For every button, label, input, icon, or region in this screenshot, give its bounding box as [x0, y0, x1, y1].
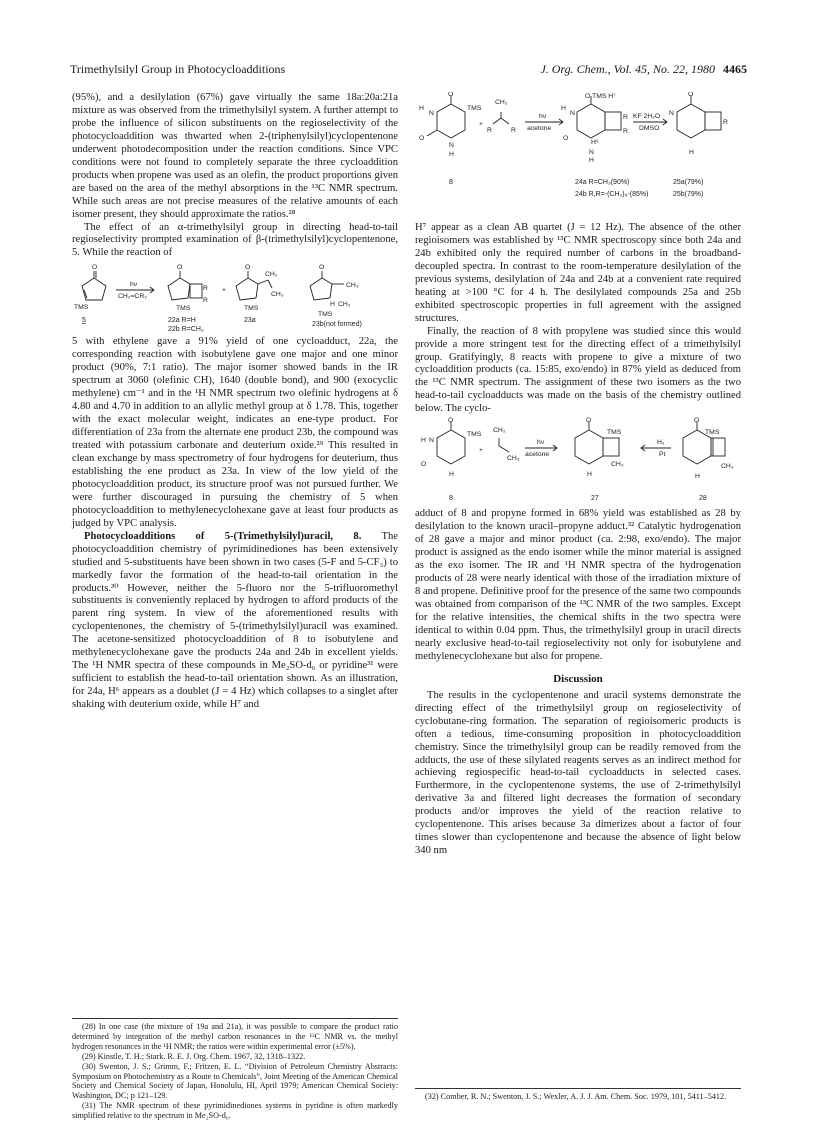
right-paragraph-4: The results in the cyclopentenone and uracil systems demonstrate the directing effect of the trimethylsilyl group on regioselectivity of cyclobutane-ring formation. The separation of regioisomeric products is often a tedious, time-consuming proposition in photocycloaddition chemistry. Since the trimethylsilyl group can be readily removed from the adducts, the use of these silylated reagents serves as an indirect method for achieving regiospecific head-to-tail cycloadducts in selected cases. Furthermore, in the cyclopentenone systems, the use of 2-trimethylsilyl derivative 3a and filtered light decreases the formation of secondary products and/or improves the yield of the reaction relative to cyclopentenone. This arises because 3a dimerizes about a factor of four times slower than cyclopentenone and because the absence of light below 340 nm	[415, 689, 741, 857]
s2-kf: KF 2H₂O	[633, 113, 661, 120]
scheme-cyclopentenone	[72, 260, 398, 336]
s3-tms-27: TMS	[607, 429, 622, 437]
s2-r-24a: R	[623, 114, 628, 121]
s3-acetone: acetone	[525, 451, 550, 459]
s1-h-23b: H	[330, 301, 335, 309]
reaction-arrow-4	[525, 439, 557, 458]
structure-8	[419, 92, 482, 186]
s3-ch2: CH₂	[493, 427, 506, 435]
structure-propene	[493, 427, 520, 462]
s1-tms-23b: TMS	[318, 311, 333, 319]
header-journal	[540, 62, 747, 76]
s2-r-25: R	[723, 119, 728, 126]
scheme-cyclopentenone-svg	[72, 260, 398, 336]
right-paragraph-2: Finally, the reaction of 8 with propylene was studied since this would provide a more stringent test for the directing effect of a trimethylsilyl group. Gratifyingly, 8 reacts with propene to give a mixture of two cycloaddition products (ca. 15:85, exo/endo) in 87% yield as deduced from the ¹³C NMR spectrum. The assignment of these two isomers as the two head-to-tail cycloadducts was made on the basis of the chemistry outlined below. The cyclo-	[415, 325, 741, 415]
scheme-uracil-svg	[415, 92, 741, 222]
s3-h-28: H	[695, 473, 700, 481]
structure-23b	[310, 264, 362, 328]
structure-alkene	[487, 99, 516, 134]
s3-n-8: N	[429, 437, 434, 445]
s2-o-left: O	[419, 135, 425, 142]
s1-tms-22: TMS	[176, 305, 191, 313]
s2-dmso: DMSO	[639, 125, 660, 132]
right-column	[415, 92, 741, 858]
scheme-uracil-isobutylene	[415, 92, 741, 222]
s2-tms7: O TMS H⁷	[585, 93, 616, 100]
s2-n-25: N	[669, 110, 674, 117]
s2-n-8a: N	[429, 110, 434, 117]
left-paragraph-3: 5 with ethylene gave a 91% yield of one cycloadduct, 22a, the corresponding reaction with isobutylene gave one major and one minor product (90%, 7:1 ratio). The major isomer showed bands in the IR spectrum at 3060 (olefinic CH), 1640 (double bond), and 900 (exocyclic methylene) cm⁻¹ and in the ¹H NMR spectrum two olefinic hydrogens at δ 4.80 and 4.70 in addition to an allylic methyl group at δ 1.78. This, together with the exact molecular weight, indicates an ene-type product. For differentiation of 23a from the alternate ene product 23b, the compound was treated with potassium carbonate and deuterium oxide.²⁹ This resulted in clean exchange by mass spectrometry of four hydrogens for deuterium, thus establishing the ene product as 23a. In view of the low yield of the photocycloaddition product, its structure proof was not pursued further. We were further discouraged in pursuing the chemistry of 5 when photocycloaddition to methylenecyclohexane gave at least four products as judged by VPC analysis.	[72, 336, 398, 529]
structure-23a	[236, 264, 284, 324]
s2-h-24b: H	[589, 157, 594, 164]
left-paragraph-1: (95%), and a desilylation (67%) gave virtually the same 18a:20a:21a mixture as was observed from the trimethylsilyl system. A further attempt to probe the influence of silicon substituents on the regioselectivity of the photocycloaddition was thwarted when 2-(triphenylsilyl)cyclopentenone underwent photodecomposition under the reaction conditions. Since VPC conditions were not found to completely separate the three cycloaddition products when propene was used as an olefin, the product proportions given are based on the area of the methyl absorptions in the ¹³C NMR spectrum. While such areas are not precise measures of the relative amounts of each isomer present, they should approximate the ratios.²⁸	[72, 92, 398, 220]
reaction-arrow-3	[633, 113, 667, 132]
footnote-28: (28) In one case (the mixture of 19a and 21a), it was possible to compare the product ratio determined by integration of the methyl carbon resonances in the ¹³C NMR vs. the methyl hydrogen resonances in the ¹H NMR; the ratios were within experimental error (±5%).	[72, 1022, 398, 1051]
s1-r2: R	[203, 297, 208, 305]
running-header	[70, 62, 747, 76]
page-number: 4465	[723, 62, 747, 76]
s3-h-8b: H	[449, 471, 454, 479]
s3-ch3-28: CH₃	[721, 463, 734, 471]
structure-28	[683, 417, 734, 502]
label-8-scheme2: 8	[449, 179, 453, 186]
left-paragraph-2: The effect of an α-trimethylsilyl group in directing head-to-tail regioselectivity prompted examination of β-(trimethylsilyl)cyclopentenone, 5. While the reaction of	[72, 221, 398, 259]
s1-ch3-23b: CH₃	[346, 282, 359, 290]
footnote-31: (31) The NMR spectrum of these pyrimidinediones systems in pyridine is often markedly simplified relative to the spectrum in Me₂SO-d₆.	[72, 1101, 398, 1121]
label-5: 5	[82, 317, 86, 325]
s3-o-28: O	[694, 417, 700, 425]
s2-acetone: acetone	[527, 125, 552, 132]
s1-o-22: O	[177, 264, 183, 272]
s3-h-27: H	[587, 471, 592, 479]
s1-r1: R	[203, 285, 208, 293]
s1-ch2-23a: CH₂	[265, 271, 278, 279]
label-23b: 23b(not formed)	[312, 321, 362, 329]
s1-o-23b: O	[319, 264, 325, 272]
s2-r1: R	[487, 127, 492, 134]
s2-n-24a: N	[570, 110, 575, 117]
footnote-30: (30) Swenton, J. S.; Grimm, F.; Fritzen, E. L. “Division of Petroleum Chemistry Abstracts: Symposium on Photochemistry as a Route to Chemicals”, Joint Meeting of the American Chemical Society and Chemical Society of Japan, Honolulu, HI, April 1979; American Chemical Society: Washington, DC; p 121–129.	[72, 1061, 398, 1101]
structure-25	[669, 92, 728, 198]
s2-n-24b: N	[589, 149, 594, 156]
footnote-rule	[72, 1018, 398, 1019]
s2-hv: hν	[539, 113, 547, 120]
s3-pt: Pt	[659, 451, 666, 459]
s2-h-24: H	[561, 105, 566, 112]
footnotes-right	[415, 1088, 741, 1102]
right-paragraph-3: adduct of 8 and propyne formed in 68% yield was established as 28 by desilylation to the known uracil–propyne adduct.³² Catalytic hydrogenation of 28 gave a major and minor product (ca. 2:98, exo/endo). The major product is assigned as the endo isomer while the minor material is assigned as the exo isomer. The IR and ¹H NMR spectra of the hydrogenation products of 28 were nearly identical with those of the irradiation mixture of 8 and propene. Definitive proof for the presence of the same two compounds was obtained from comparison of the ¹³C NMR of the two samples. Except for the relative intensities, the chemical shifts in the two spectra were identical to within 0.04 ppm. Thus, the trimethylsilyl group in uracil directs nearly exclusive head-to-tail regioselectivity not only for isobutylene and methylenecyclohexane but also for propene.	[415, 508, 741, 662]
label-27: 27	[591, 495, 599, 503]
left-paragraph-4-body: The photocycloaddition chemistry of pyrimidinediones has been extensively studied and 5-substituents have been shown in two cases (5-F and 5-CF₃) to markedly favor the formation of the head-to-tail orientation in the products.³⁰ However, neither the 5-fluoro nor the 5-trifluoromethyl substituents is conveniently replaced by hydrogen to afford products of the parent ring system. In view of the aforementioned results with cyclopentenones, the chemistry of 5-(trimethylsilyl)uracil was examined. The acetone-sensitized photocycloaddition of 8 to isobutylene and methylenecyclohexane gave the products 24a and 24b in excellent yields. The ¹H NMR spectra of these compounds in Me₂SO-d₆ or pyridine³¹ were sufficient to establish the head-to-tail orientation shown. As an illustration, for 24a, H⁶ appears as a doublet (J = 4 Hz) which collapses to a singlet after shaking with deuterium oxide, while H⁷ and	[72, 530, 398, 711]
s3-ch3: CH₃	[507, 455, 520, 463]
reaction-arrow-1	[116, 281, 154, 300]
s3-plus: +	[479, 447, 483, 455]
s3-o-8b: O	[421, 461, 427, 469]
header-title: Trimethylsilyl Group in Photocycloadditions	[70, 62, 286, 76]
scheme-uracil-propyne	[415, 416, 741, 508]
s3-tms-28: TMS	[705, 429, 720, 437]
footnote-rule-right	[415, 1088, 741, 1089]
s3-h2: H₂	[657, 439, 665, 447]
structure-5	[74, 264, 106, 324]
s2-r2: R	[511, 127, 516, 134]
s2-ch2: CH₂	[495, 99, 508, 106]
s3-o-8: O	[448, 417, 454, 425]
right-paragraph-1: H⁷ appear as a clean AB quartet (J = 12 Hz). The absence of the other regioisomers was established by ¹³C NMR spectroscopy since both 24a and 24b exhibited only the required number of carbons in the broadband-decoupled spectra. In contrast to the room-temperature desilylation of the previous systems, desilylation of 24a and 24b at a convenient rate required heating at >100 °C for 4 h. The desilylated compounds 25a and 25b exhibited spectroscopic properties in full agreement with the assigned structures.	[415, 222, 741, 324]
s2-o-25: O	[688, 92, 694, 98]
s2-h-8a: H	[419, 105, 424, 112]
s1-ch2-23b: CH₂	[338, 301, 351, 309]
left-column	[72, 92, 398, 712]
label-22a: 22a R=H	[168, 317, 196, 325]
s2-h6: H⁶	[591, 139, 599, 146]
section-heading-discussion: Discussion	[553, 672, 603, 685]
scheme-propyne-svg	[415, 416, 741, 508]
structure-27	[575, 417, 624, 502]
label-22b: 22b R=CH₃	[168, 326, 204, 334]
label-25b: 25b(79%)	[673, 191, 704, 198]
s1-tms-5: TMS	[74, 304, 89, 312]
structure-8b	[421, 417, 482, 502]
s3-hv: hν	[537, 439, 545, 447]
label-28: 28	[699, 495, 707, 503]
s1-ch3-23a: CH₃	[271, 291, 284, 299]
structure-22	[168, 264, 208, 333]
s2-plus: +	[479, 121, 483, 128]
s1-olefin: CH₂=CR₂	[118, 293, 147, 301]
reaction-arrow-5	[641, 439, 671, 458]
section-runin-heading: Photocycloadditions of 5-(Trimethylsilyl)uracil, 8.	[84, 530, 362, 542]
journal-citation: J. Org. Chem., Vol. 45, No. 22, 1980	[540, 62, 715, 76]
s2-h-8b: H	[449, 151, 454, 158]
s2-n-8b: N	[449, 142, 454, 149]
s2-o-24: O	[563, 135, 569, 142]
label-25a: 25a(79%)	[673, 179, 704, 186]
footnote-29: (29) Kinstle, T. H.; Stark. R. E. J. Org. Chem. 1967, 32, 1318–1322.	[82, 1051, 306, 1061]
label-23a: 23a	[244, 317, 256, 325]
s1-hv: hν	[130, 281, 138, 289]
s3-h-8: H	[421, 437, 426, 445]
s1-tms-23a: TMS	[244, 305, 259, 313]
s2-h-25: H	[689, 149, 694, 156]
s1-o-23a: O	[245, 264, 251, 272]
reaction-arrow-2	[525, 113, 563, 132]
left-paragraph-4	[72, 531, 398, 712]
label-24a: 24a R=CH₃(90%)	[575, 179, 630, 186]
s1-plus: +	[222, 287, 226, 295]
s2-o-top: O	[448, 92, 454, 98]
s3-tms-8: TMS	[467, 431, 482, 439]
s3-o-27: O	[586, 417, 592, 425]
s1-o-5: O	[92, 264, 98, 272]
label-8-scheme3: 8	[449, 495, 453, 503]
s2-tms-8: TMS	[467, 105, 482, 112]
s3-ch3-27: CH₃	[611, 461, 624, 469]
s2-r-24b: R	[623, 128, 628, 135]
label-24b: 24b R,R=-(CH₂)₅-(85%)	[575, 191, 649, 198]
structure-24	[561, 93, 648, 198]
footnotes-left	[72, 1018, 398, 1121]
footnote-32: (32) Comber, R. N.; Swenton, J. S.; Wexler, A. J. J. Am. Chem. Soc. 1979, 101, 5411–5412.	[425, 1092, 727, 1101]
